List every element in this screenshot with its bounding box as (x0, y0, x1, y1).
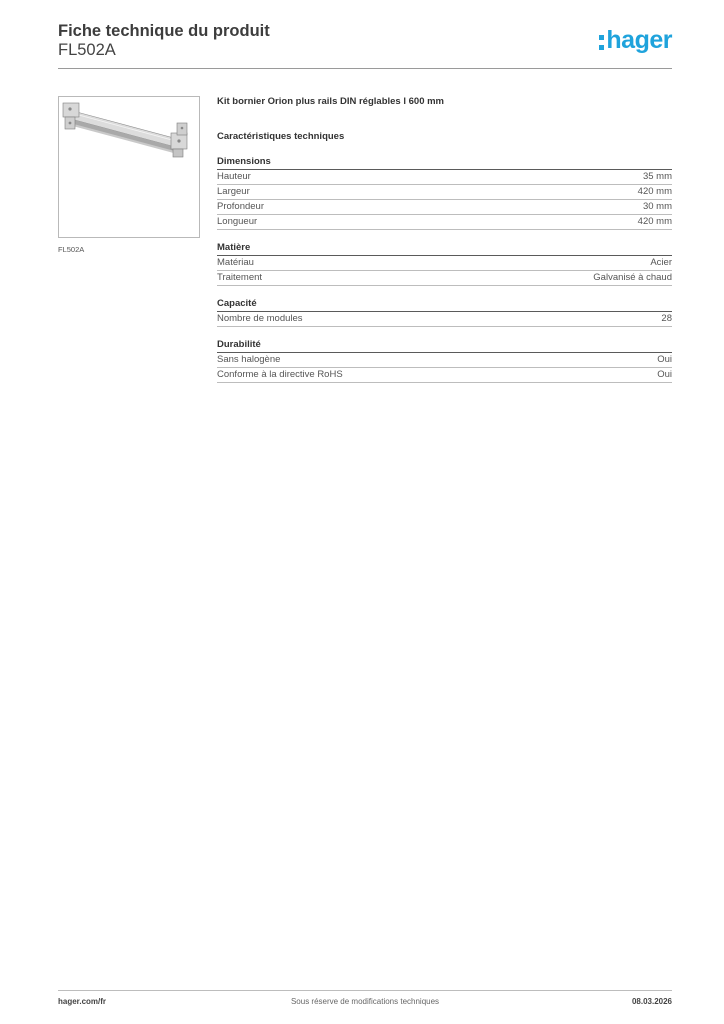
spec-label: Nombre de modules (217, 313, 303, 324)
section-title: Dimensions (217, 155, 672, 170)
section-title: Durabilité (217, 338, 672, 353)
spec-label: Conforme à la directive RoHS (217, 369, 343, 380)
spec-row (217, 368, 672, 383)
product-code: FL502A (58, 41, 116, 59)
spec-row (217, 312, 672, 327)
spec-label: Longueur (217, 216, 258, 227)
footer-divider (58, 990, 672, 991)
spec-row (217, 185, 672, 200)
header-divider (58, 68, 672, 69)
spec-row (217, 200, 672, 215)
spec-value: Acier (650, 257, 672, 268)
spec-label: Hauteur (217, 171, 251, 182)
product-description: Kit bornier Orion plus rails DIN réglables l 600 mm (217, 96, 445, 107)
din-rail-kit-icon (59, 97, 199, 237)
spec-section-capacity (217, 297, 672, 327)
spec-value: Galvanisé à chaud (593, 272, 672, 283)
image-caption: FL502A (58, 245, 85, 254)
hager-logo (599, 27, 672, 53)
spec-label: Traitement (217, 272, 263, 283)
spec-value: Oui (657, 354, 672, 365)
specs-title: Caractéristiques techniques (217, 131, 345, 142)
spec-label: Largeur (217, 186, 250, 197)
spec-value: 420 mm (637, 216, 672, 227)
product-content (217, 95, 672, 383)
spec-row (217, 215, 672, 230)
product-image (58, 96, 200, 238)
section-title: Matière (217, 241, 672, 256)
spec-value: 30 mm (642, 201, 672, 212)
section-title: Capacité (217, 297, 672, 312)
spec-value: 420 mm (637, 186, 672, 197)
spec-section-dimensions (217, 155, 672, 230)
spec-row (217, 271, 672, 286)
spec-value: 35 mm (642, 171, 672, 182)
spec-row (217, 170, 672, 185)
logo-colon-icon (599, 35, 604, 50)
spec-row (217, 256, 672, 271)
spec-label: Profondeur (217, 201, 265, 212)
document-title: Fiche technique du produit (58, 22, 270, 40)
spec-value: Oui (657, 369, 672, 380)
spec-section-material (217, 241, 672, 286)
spec-section-durability (217, 338, 672, 383)
footer-website-link[interactable]: hager.com/fr (58, 997, 107, 1006)
spec-label: Matériau (217, 257, 254, 268)
spec-label: Sans halogène (217, 354, 281, 365)
spec-value: 28 (661, 313, 672, 324)
page-footer (58, 997, 672, 1011)
footer-disclaimer: Sous réserve de modifications techniques (290, 997, 440, 1006)
footer-date: 08.03.2026 (631, 997, 672, 1006)
page-header (58, 22, 672, 68)
logo-text: hager (606, 26, 672, 54)
spec-row (217, 353, 672, 368)
